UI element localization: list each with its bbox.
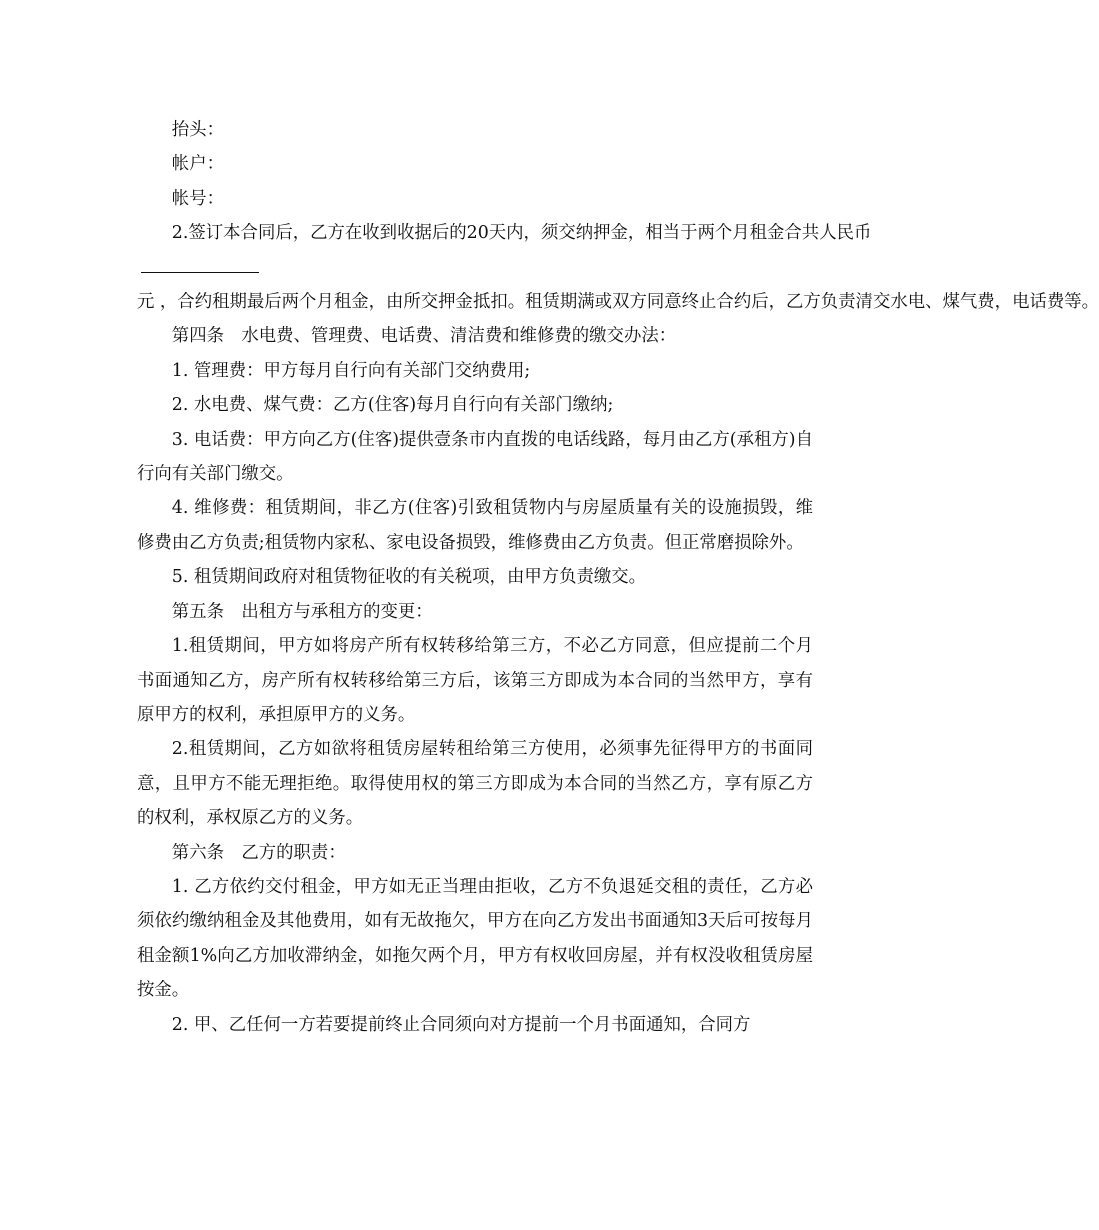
paragraph-account-number: 帐号：	[171, 188, 224, 209]
article-4-item-1: 1. 管理费：甲方每月自行向有关部门交纳费用;	[171, 360, 531, 381]
amount-blank-line	[141, 252, 259, 273]
article-4-item-3: 3. 电话费：甲方向乙方(住客)提供壹条市内直拨的电话线路，每月由乙方(承租方)自行向有关部门缴交。	[137, 429, 813, 485]
article-6-item-1: 1. 乙方依约交付租金，甲方如无正当理由拒收，乙方不负退延交租的责任，乙方必须依约缴纳租金及其他费用，如有无故拖欠，甲方在向乙方发出书面通知3天后可按每月租金额1%向乙方加收滞纳金，如拖欠两个月，甲方有权收回房屋，并有权没收租赁房屋按金。	[137, 876, 813, 1001]
paragraph-account-name: 帐户：	[171, 154, 224, 175]
document-body	[137, 113, 1099, 1042]
article-6-item-2: 2. 甲、乙任何一方若要提前终止合同须向对方提前一个月书面通知，合同方	[171, 1014, 751, 1035]
article-5-item-2: 2.租赁期间，乙方如欲将租赁房屋转租给第三方使用，必须事先征得甲方的书面同意，且甲方不能无理拒绝。取得使用权的第三方即成为本合同的当然乙方，享有原乙方的权利，承权原乙方的义务。	[137, 739, 813, 829]
deposit-clause-after: 元 ，合约租期最后两个月租金，由所交押金抵扣。租赁期满或双方同意终止合约后，乙方负责清交水电、煤气费，电话费等。	[137, 292, 1099, 313]
article-6-heading: 第六条 乙方的职责：	[171, 842, 346, 863]
article-4-item-5: 5. 租赁期间政府对租赁物征收的有关税项，由甲方负责缴交。	[171, 567, 647, 588]
article-4-heading: 第四条 水电费、管理费、电话费、清洁费和维修费的缴交办法：	[171, 326, 677, 347]
article-4-item-2: 2. 水电费、煤气费：乙方(住客)每月自行向有关部门缴纳;	[171, 395, 614, 416]
article-5-heading: 第五条 出租方与承租方的变更：	[171, 601, 433, 622]
paragraph-header-line: 抬头：	[171, 120, 224, 140]
article-4-item-4: 4. 维修费：租赁期间，非乙方(住客)引致租赁物内与房屋质量有关的设施损毁，维修费由乙方负责;租赁物内家私、家电设备损毁，维修费由乙方负责。但正常磨损除外。	[137, 498, 813, 553]
article-5-item-1: 1.租赁期间，甲方如将房产所有权转移给第三方，不必乙方同意，但应提前二个月书面通知乙方，房产所有权转移给第三方后，该第三方即成为本合同的当然甲方，享有原甲方的权利，承担原甲方的义务。	[137, 636, 813, 725]
paragraph-deposit-clause	[137, 216, 1099, 319]
deposit-clause-before: 2.签订本合同后，乙方在收到收据后的20天内，须交纳押金，相当于两个月租金合共人民币	[171, 223, 872, 244]
